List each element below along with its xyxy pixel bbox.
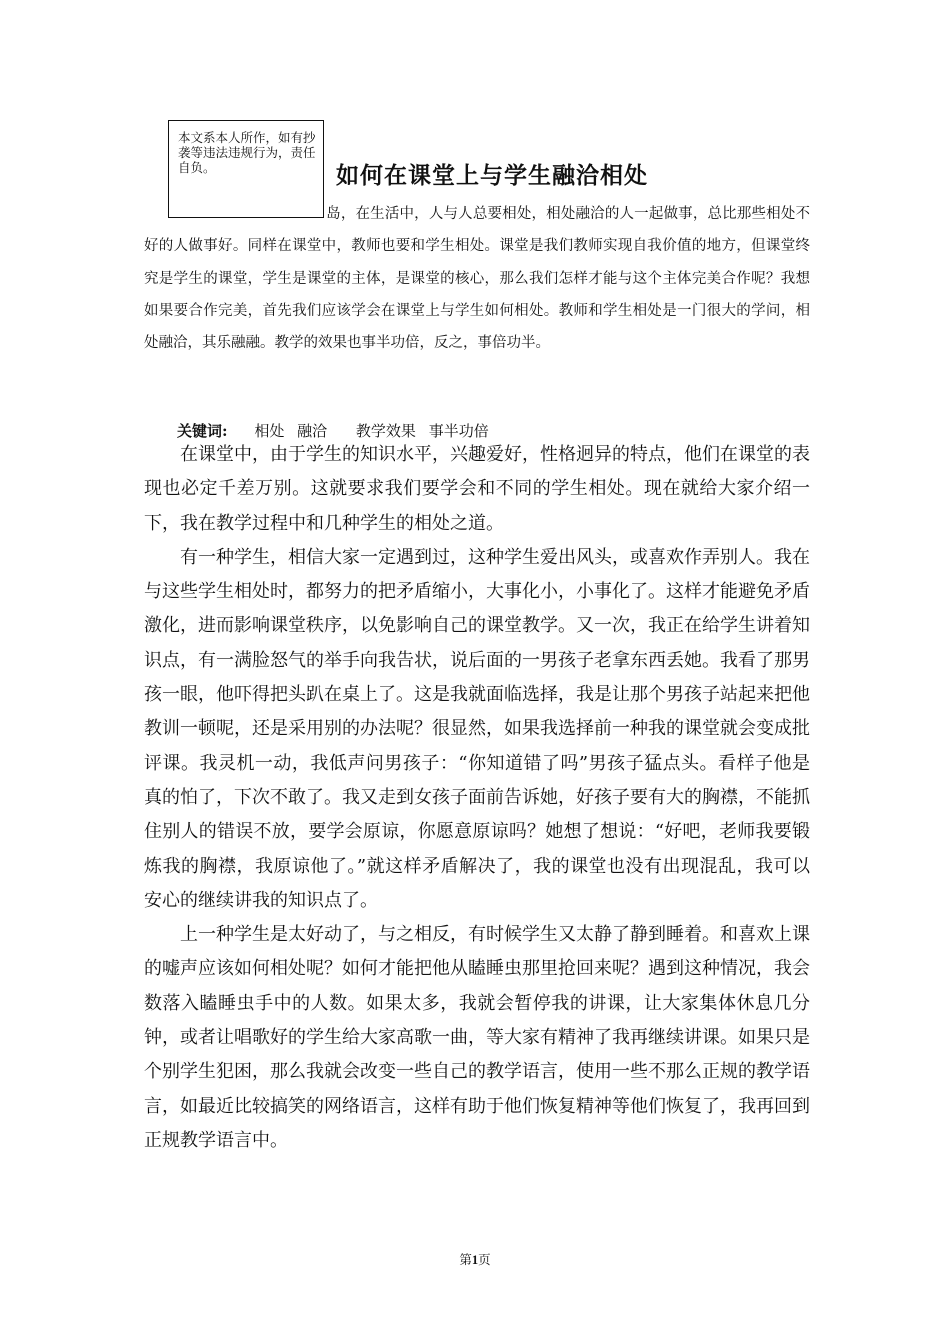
article-body [144,438,810,1158]
keyword: 相处 [254,422,285,440]
page-title: 如何在课堂上与学生融洽相处 [336,162,648,189]
copyright-notice-box [168,120,324,218]
keyword: 融洽 [297,422,328,440]
body-paragraph: 在课堂中，由于学生的知识水平，兴趣爱好，性格迥异的特点，他们在课堂的表现也必定千差万别。这就要求我们要学会和不同的学生相处。现在就给大家介绍一下，我在教学过程中和几种学生的相处之道。 [144,444,810,534]
abstract-text: 岛，在生活中，人与人总要相处，相处融洽的人一起做事，总比那些相处不好的人做事好。同样在课堂中，教师也要和学生相处。课堂是我们教师实现自我价值的地方，但课堂终究是学生的课堂，学生是课堂的主体，是课堂的核心，那么我们怎样才能与这个主体完美合作呢？我想如果要合作完美，首先我们应该学会在课堂上与学生如何相处。教师和学生相处是一门很大的学问，相处融洽，其乐融融。教学的效果也事半功倍，反之，事倍功半。 [144,206,810,352]
abstract [144,198,810,359]
page-number: 1 [471,1253,479,1267]
page-footer [0,1250,950,1268]
keyword: 教学效果 [355,422,416,440]
footer-prefix: 第 [459,1252,472,1267]
copyright-notice-text: 本文系本人所作，如有抄袭等违法违规行为，责任自负。 [178,130,316,175]
keyword: 事半功倍 [428,422,489,440]
footer-suffix: 页 [478,1252,491,1267]
body-paragraph: 上一种学生是太好动了，与之相反，有时候学生又太静了静到睡着。和喜欢上课的嘘声应该如何相处呢？如何才能把他从瞌睡虫那里抢回来呢？遇到这种情况，我会数落入瞌睡虫手中的人数。如果太多，我就会暂停我的讲课，让大家集体休息几分钟，或者让唱歌好的学生给大家高歌一曲，等大家有精神了我再继续讲课。如果只是个别学生犯困，那么我就会改变一些自己的教学语言，使用一些不那么正规的教学语言，如最近比较搞笑的网络语言，这样有助于他们恢复精神等他们恢复了，我再回到正规教学语言中。 [144,924,810,1151]
body-paragraph: 有一种学生，相信大家一定遇到过，这种学生爱出风头，或喜欢作弄别人。我在与这些学生相处时，都努力的把矛盾缩小，大事化小，小事化了。这样才能避免矛盾激化，进而影响课堂秩序，以免影响自己的课堂教学。又一次，我正在给学生讲着知识点，有一满脸怒气的举手向我告状，说后面的一男孩子老拿东西丢她。我看了那男孩一眼，他吓得把头趴在桌上了。这是我就面临选择，我是让那个男孩子站起来把他教训一顿呢，还是采用别的办法呢？很显然，如果我选择前一种我的课堂就会变成批评课。我灵机一动，我低声问男孩子：“你知道错了吗”男孩子猛点头。看样子他是真的怕了，下次不敢了。我又走到女孩子面前告诉她，好孩子要有大的胸襟，不能抓住别人的错误不放，要学会原谅，你愿意原谅吗？她想了想说：“好吧，老师我要锻炼我的胸襟，我原谅他了。”就这样矛盾解决了，我的课堂也没有出现混乱，我可以安心的继续讲我的知识点了。 [144,546,810,911]
keywords-label: 关键词: [177,422,228,440]
